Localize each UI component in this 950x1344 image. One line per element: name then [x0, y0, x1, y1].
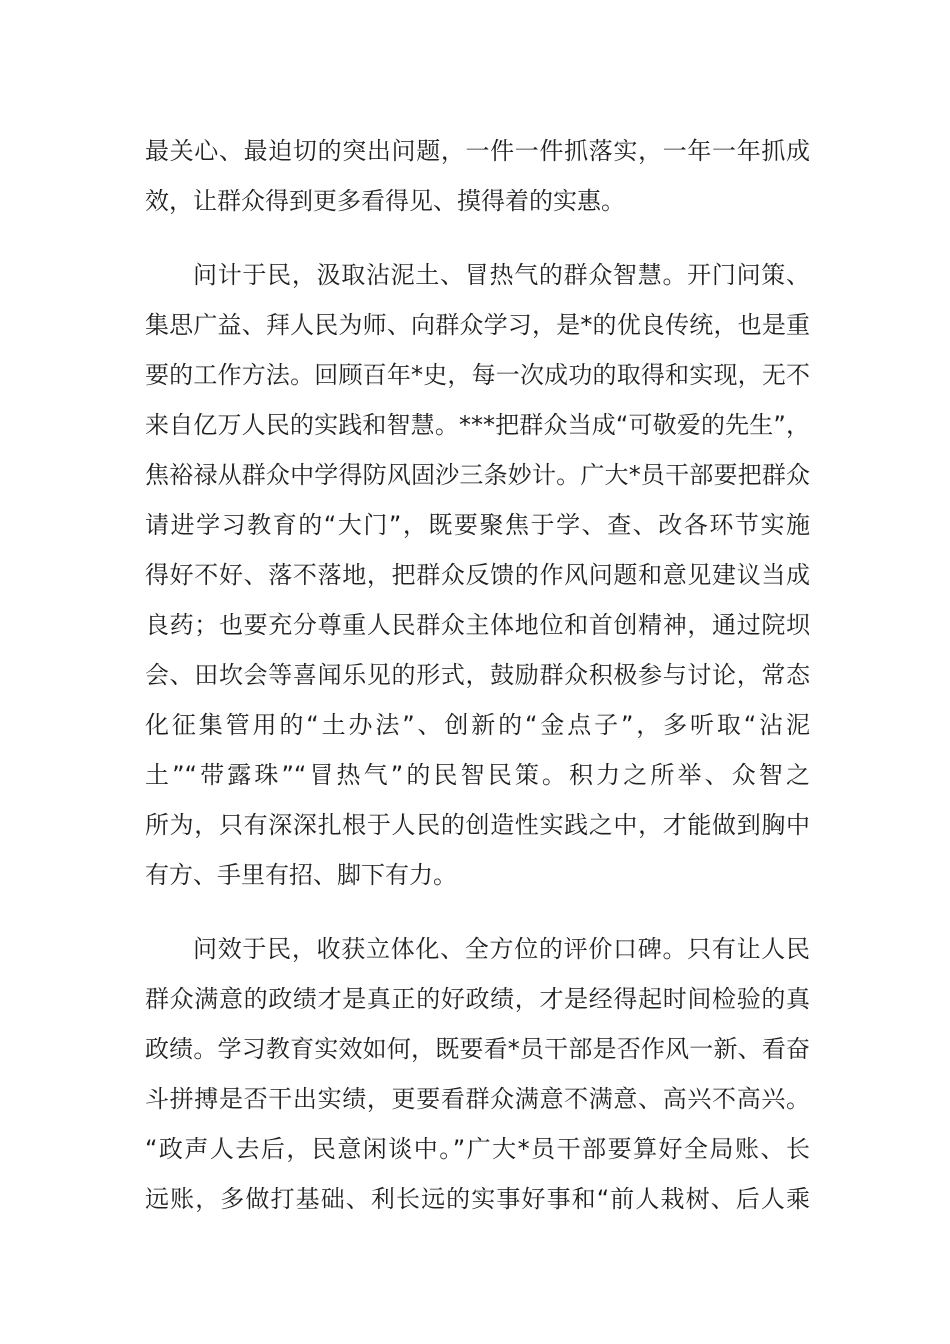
text-line: 焦裕禄从群众中学得防风固沙三条妙计。广大*员干部要把群众: [145, 461, 810, 489]
text-line: 效，让群众得到更多看得见、摸得着的实惠。: [145, 187, 625, 215]
text-line: 所为，只有深深扎根于人民的创造性实践之中，才能做到胸中: [145, 811, 810, 839]
text-line: 得好不好、落不落地，把群众反馈的作风问题和意见建议当成: [145, 561, 810, 589]
text-line: 集思广益、拜人民为师、向群众学习，是*的优良传统，也是重: [145, 311, 810, 339]
text-line: 政绩。学习教育实效如何，既要看*员干部是否作风一新、看奋: [145, 1035, 810, 1063]
text-line: 最关心、最迫切的突出问题，一件一件抓落实，一年一年抓成: [145, 137, 810, 165]
text-line: 群众满意的政绩才是真正的好政绩，才是经得起时间检验的真: [145, 985, 810, 1013]
text-line: 化征集管用的“土办法”、创新的“金点子”，多听取“沾泥: [145, 711, 810, 739]
text-line: 有方、手里有招、脚下有力。: [145, 861, 457, 889]
paragraph-3: [145, 924, 810, 1224]
text-line: 问效于民，收获立体化、全方位的评价口碑。只有让人民: [193, 935, 810, 963]
text-line: 要的工作方法。回顾百年*史，每一次成功的取得和实现，无不: [145, 361, 810, 389]
text-line: “政声人去后，民意闲谈中。”广大*员干部要算好全局账、长: [145, 1135, 810, 1163]
paragraph-2: [145, 250, 810, 900]
text-line: 请进学习教育的“大门”，既要聚焦于学、查、改各环节实施: [145, 511, 810, 539]
text-line: 土”“带露珠”“冒热气”的民智民策。积力之所举、众智之: [145, 761, 810, 789]
text-line: 远账，多做打基础、利长远的实事好事和“前人栽树、后人乘: [145, 1185, 810, 1213]
text-line: 斗拼搏是否干出实绩，更要看群众满意不满意、高兴不高兴。: [145, 1085, 810, 1113]
text-line: 来自亿万人民的实践和智慧。***把群众当成“可敬爱的先生”，: [145, 411, 810, 439]
text-line: 会、田坎会等喜闻乐见的形式，鼓励群众积极参与讨论，常态: [145, 661, 810, 689]
paragraph-1: [145, 126, 810, 226]
text-line: 问计于民，汲取沾泥土、冒热气的群众智慧。开门问策、: [193, 261, 810, 289]
text-line: 良药；也要充分尊重人民群众主体地位和首创精神，通过院坝: [145, 611, 810, 639]
